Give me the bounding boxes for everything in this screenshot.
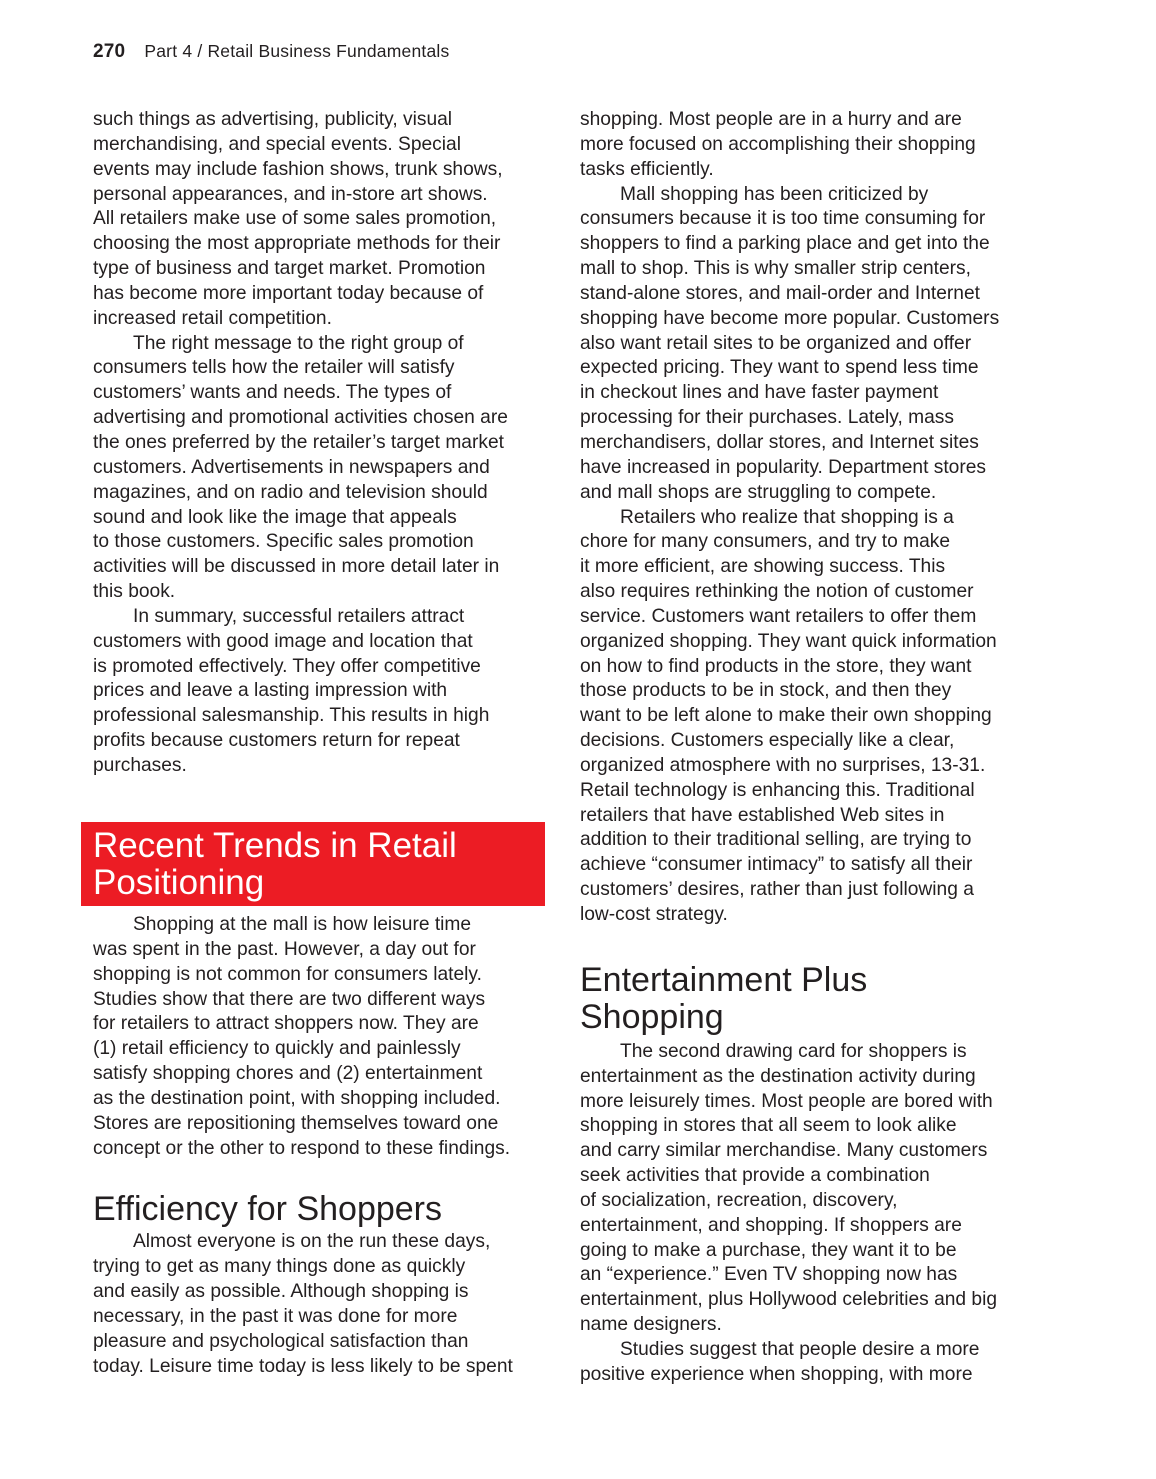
text-line: shopping have become more popular. Customers bbox=[580, 307, 1000, 329]
text-line: entertainment as the destination activity during bbox=[580, 1065, 976, 1087]
paragraph bbox=[580, 1040, 1050, 1338]
text-line: addition to their traditional selling, are trying to bbox=[580, 829, 972, 851]
text-line: satisfy shopping chores and (2) entertainment bbox=[93, 1063, 483, 1085]
text-line: entertainment, plus Hollywood celebrities and big bbox=[580, 1289, 998, 1311]
text-line: merchandising, and special events. Special bbox=[93, 133, 461, 155]
subheading-line: Shopping bbox=[580, 997, 724, 1036]
text-line: expected pricing. They want to spend less time bbox=[580, 357, 979, 379]
text-line: of socialization, recreation, discovery, bbox=[580, 1189, 898, 1211]
text-line: is promoted effectively. They offer competitive bbox=[93, 655, 481, 677]
text-line: shoppers to find a parking place and get into the bbox=[580, 233, 990, 255]
text-line: retailers that have established Web sites in bbox=[580, 804, 945, 826]
text-line: chore for many consumers, and try to make bbox=[580, 531, 951, 553]
text-line: to those customers. Specific sales promotion bbox=[93, 531, 474, 553]
text-line: prices and leave a lasting impression with bbox=[93, 680, 448, 702]
text-line: pleasure and psychological satisfaction than bbox=[93, 1330, 469, 1352]
text-line: concept or the other to respond to these findings. bbox=[93, 1137, 511, 1159]
text-line: merchandisers, dollar stores, and Internet sites bbox=[580, 431, 979, 453]
text-line: in checkout lines and have faster payment bbox=[580, 382, 939, 404]
paragraph bbox=[580, 108, 1050, 183]
running-head bbox=[93, 41, 449, 63]
text-line: trying to get as many things done as quickly bbox=[93, 1256, 466, 1278]
text-line: also want retail sites to be organized and offer bbox=[580, 332, 972, 354]
text-line: it more efficient, are showing success. This bbox=[580, 556, 946, 578]
text-line: also requires rethinking the notion of customer bbox=[580, 581, 974, 603]
text-line: more leisurely times. Most people are bored with bbox=[580, 1090, 993, 1112]
text-line: low-cost strategy. bbox=[580, 904, 728, 925]
text-line: has become more important today because of bbox=[93, 282, 484, 304]
text-line: seek activities that provide a combination bbox=[580, 1165, 930, 1187]
left-column bbox=[93, 108, 563, 779]
text-line: consumers because it is too time consuming for bbox=[580, 208, 986, 230]
paragraph bbox=[580, 183, 1050, 506]
text-line: today. Leisure time today is less likely to be spent bbox=[93, 1355, 513, 1377]
paragraph bbox=[93, 913, 563, 1161]
text-line: customers with good image and location that bbox=[93, 630, 473, 652]
text-line: The second drawing card for shoppers is bbox=[620, 1040, 967, 1062]
text-line: on how to find products in the store, they want bbox=[580, 655, 972, 677]
paragraph bbox=[580, 1338, 1050, 1388]
subheading-efficiency: Efficiency for Shoppers bbox=[93, 1190, 442, 1229]
text-line: positive experience when shopping, with more bbox=[580, 1363, 973, 1385]
text-line: stand-alone stores, and mail-order and Internet bbox=[580, 282, 980, 304]
text-line: Shopping at the mall is how leisure time bbox=[133, 914, 472, 935]
text-line: customers. Advertisements in newspapers and bbox=[93, 456, 490, 478]
text-line: shopping is not common for consumers lately. bbox=[93, 963, 482, 985]
section-heading-recent-trends bbox=[81, 822, 545, 906]
text-line: Almost everyone is on the run these days, bbox=[133, 1231, 491, 1253]
paragraph bbox=[93, 1230, 563, 1379]
subheading-entertainment bbox=[580, 962, 1050, 1036]
running-title: Part 4 / Retail Business Fundamentals bbox=[144, 41, 450, 61]
subheading-line: Entertainment Plus bbox=[580, 960, 868, 999]
text-line: and mall shops are struggling to compete. bbox=[580, 481, 937, 503]
text-line: The right message to the right group of bbox=[133, 332, 464, 354]
text-line: advertising and promotional activities chosen are bbox=[93, 407, 508, 429]
text-line: shopping in stores that all seem to look alike bbox=[580, 1115, 957, 1137]
paragraph bbox=[93, 605, 563, 779]
text-line: and carry similar merchandise. Many customers bbox=[580, 1140, 988, 1162]
text-line: this book. bbox=[93, 581, 176, 603]
text-line: customers’ desires, rather than just following a bbox=[580, 879, 974, 901]
text-line: as the destination point, with shopping included. bbox=[93, 1087, 501, 1109]
text-line: Stores are repositioning themselves toward one bbox=[93, 1112, 499, 1134]
text-line: sound and look like the image that appeals bbox=[93, 506, 457, 528]
text-line: increased retail competition. bbox=[93, 307, 332, 329]
text-line: organized atmosphere with no surprises, 13-31. bbox=[580, 754, 986, 776]
left-column-lower bbox=[93, 913, 563, 1380]
text-line: an “experience.” Even TV shopping now has bbox=[580, 1264, 958, 1286]
text-line: the ones preferred by the retailer’s target market bbox=[93, 431, 504, 453]
text-line: shopping. Most people are in a hurry and are bbox=[580, 109, 962, 130]
text-line: personal appearances, and in-store art shows. bbox=[93, 183, 488, 205]
text-line: processing for their purchases. Lately, mass bbox=[580, 407, 954, 429]
text-line: type of business and target market. Promotion bbox=[93, 258, 486, 280]
section-heading-line: Positioning bbox=[93, 863, 265, 902]
text-line: events may include fashion shows, trunk shows, bbox=[93, 158, 503, 180]
text-line: Mall shopping has been criticized by bbox=[620, 183, 929, 205]
text-line: going to make a purchase, they want it to be bbox=[580, 1239, 957, 1261]
text-line: those products to be in stock, and then they bbox=[580, 680, 952, 702]
text-line: magazines, and on radio and television should bbox=[93, 481, 488, 503]
text-line: tasks efficiently. bbox=[580, 158, 714, 180]
text-line: choosing the most appropriate methods for their bbox=[93, 233, 501, 255]
text-line: necessary, in the past it was done for more bbox=[93, 1305, 458, 1327]
text-line: entertainment, and shopping. If shoppers are bbox=[580, 1214, 962, 1236]
text-line: name designers. bbox=[580, 1314, 722, 1336]
paragraph bbox=[93, 108, 563, 332]
text-line: Retail technology is enhancing this. Traditional bbox=[580, 779, 975, 801]
text-line: and easily as possible. Although shopping is bbox=[93, 1281, 469, 1303]
right-column bbox=[580, 108, 1050, 1388]
text-line: professional salesmanship. This results in high bbox=[93, 705, 490, 727]
text-line: such things as advertising, publicity, visual bbox=[93, 109, 453, 130]
text-line: want to be left alone to make their own shopping bbox=[580, 705, 992, 727]
text-line: have increased in popularity. Department stores bbox=[580, 456, 986, 478]
text-line: customers’ wants and needs. The types of bbox=[93, 382, 452, 404]
text-line: All retailers make use of some sales promotion, bbox=[93, 208, 497, 230]
text-line: Studies show that there are two different ways bbox=[93, 988, 486, 1010]
text-line: Retailers who realize that shopping is a bbox=[620, 506, 954, 528]
text-line: purchases. bbox=[93, 754, 187, 776]
text-line: service. Customers want retailers to offer them bbox=[580, 605, 977, 627]
text-line: decisions. Customers especially like a clear, bbox=[580, 730, 955, 752]
text-line: activities will be discussed in more detail later in bbox=[93, 556, 500, 578]
section-heading-line: Recent Trends in Retail bbox=[93, 826, 457, 865]
text-line: In summary, successful retailers attract bbox=[133, 605, 465, 627]
page-number: 270 bbox=[93, 41, 126, 62]
text-line: achieve “consumer intimacy” to satisfy all their bbox=[580, 854, 973, 876]
text-line: was spent in the past. However, a day out for bbox=[93, 938, 476, 960]
paragraph bbox=[580, 506, 1050, 928]
paragraph bbox=[93, 332, 563, 605]
text-line: (1) retail efficiency to quickly and painlessly bbox=[93, 1038, 461, 1060]
text-line: consumers tells how the retailer will satisfy bbox=[93, 357, 455, 379]
text-line: more focused on accomplishing their shopping bbox=[580, 133, 976, 155]
text-line: profits because customers return for repeat bbox=[93, 730, 460, 752]
text-line: for retailers to attract shoppers now. They are bbox=[93, 1013, 479, 1035]
text-line: Studies suggest that people desire a more bbox=[620, 1338, 980, 1360]
text-line: mall to shop. This is why smaller strip centers, bbox=[580, 258, 971, 280]
text-line: organized shopping. They want quick information bbox=[580, 630, 997, 652]
